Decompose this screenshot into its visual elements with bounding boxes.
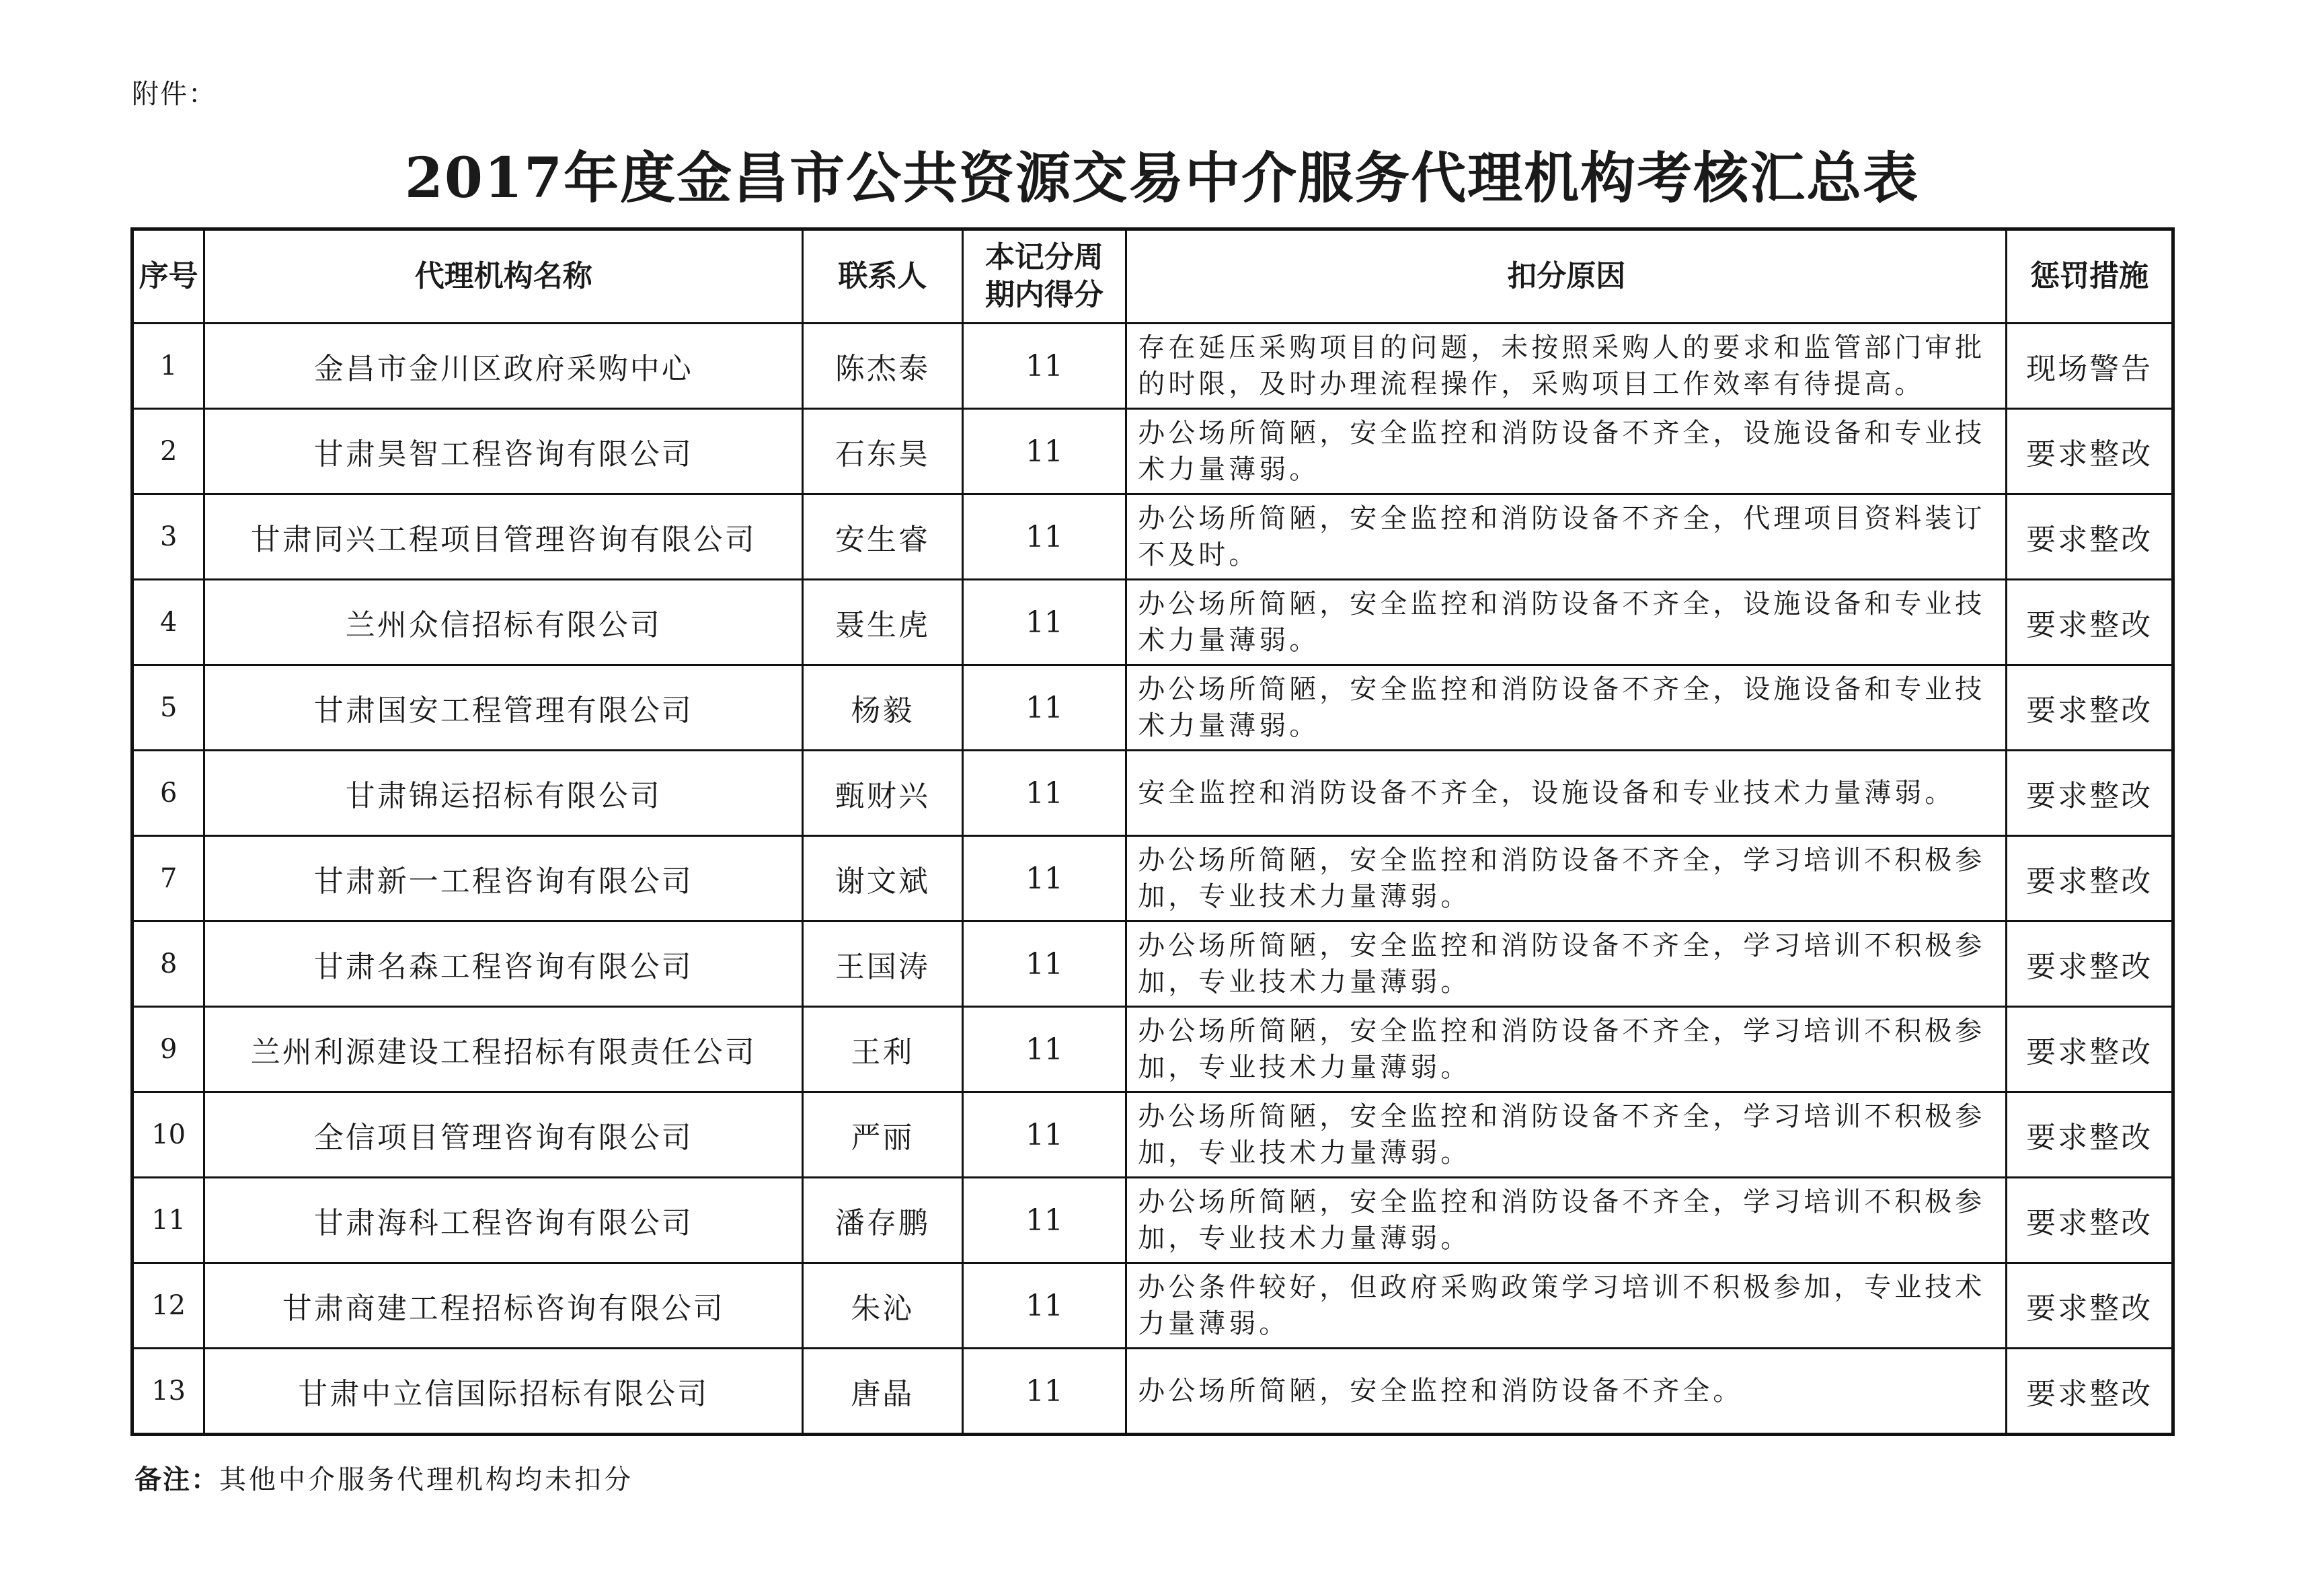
cell-agency-name: 甘肃名森工程咨询有限公司 bbox=[204, 921, 803, 1007]
header-reason: 扣分原因 bbox=[1126, 229, 2007, 324]
cell-agency-name: 兰州众信招标有限公司 bbox=[204, 580, 803, 665]
header-contact: 联系人 bbox=[803, 229, 962, 324]
cell-agency-name: 甘肃海科工程咨询有限公司 bbox=[204, 1178, 803, 1263]
cell-reason: 办公场所简陋，安全监控和消防设备不齐全，设施设备和专业技术力量薄弱。 bbox=[1126, 409, 2007, 494]
cell-score: 11 bbox=[962, 409, 1126, 494]
cell-contact: 陈杰泰 bbox=[803, 324, 962, 409]
cell-agency-name: 甘肃商建工程招标咨询有限公司 bbox=[204, 1263, 803, 1349]
cell-contact: 王国涛 bbox=[803, 921, 962, 1007]
cell-seq: 9 bbox=[132, 1007, 204, 1092]
cell-reason: 办公场所简陋，安全监控和消防设备不齐全，学习培训不积极参加，专业技术力量薄弱。 bbox=[1126, 1178, 2007, 1263]
cell-seq: 6 bbox=[132, 751, 204, 836]
page-title: 2017年度金昌市公共资源交易中介服务代理机构考核汇总表 bbox=[404, 146, 1920, 211]
cell-reason: 安全监控和消防设备不齐全，设施设备和专业技术力量薄弱。 bbox=[1126, 751, 2007, 836]
table-row bbox=[132, 921, 2173, 1007]
cell-seq: 3 bbox=[132, 494, 204, 580]
footnote-text: 其他中介服务代理机构均未扣分 bbox=[219, 1464, 633, 1495]
cell-penalty: 要求整改 bbox=[2007, 1092, 2173, 1178]
cell-score: 11 bbox=[962, 1263, 1126, 1349]
table-row bbox=[132, 324, 2173, 409]
cell-penalty: 要求整改 bbox=[2007, 836, 2173, 921]
cell-seq: 10 bbox=[132, 1092, 204, 1178]
cell-penalty: 要求整改 bbox=[2007, 665, 2173, 751]
cell-contact: 甄财兴 bbox=[803, 751, 962, 836]
cell-reason: 办公条件较好，但政府采购政策学习培训不积极参加，专业技术力量薄弱。 bbox=[1126, 1263, 2007, 1349]
header-penalty: 惩罚措施 bbox=[2007, 229, 2173, 324]
cell-seq: 7 bbox=[132, 836, 204, 921]
cell-agency-name: 兰州利源建设工程招标有限责任公司 bbox=[204, 1007, 803, 1092]
cell-penalty: 要求整改 bbox=[2007, 1007, 2173, 1092]
cell-seq: 12 bbox=[132, 1263, 204, 1349]
cell-agency-name: 甘肃锦运招标有限公司 bbox=[204, 751, 803, 836]
cell-contact: 唐晶 bbox=[803, 1349, 962, 1435]
cell-reason: 办公场所简陋，安全监控和消防设备不齐全，代理项目资料装订不及时。 bbox=[1126, 494, 2007, 580]
cell-seq: 4 bbox=[132, 580, 204, 665]
cell-penalty: 要求整改 bbox=[2007, 409, 2173, 494]
cell-score: 11 bbox=[962, 836, 1126, 921]
cell-score: 11 bbox=[962, 494, 1126, 580]
table-row bbox=[132, 409, 2173, 494]
cell-agency-name: 甘肃国安工程管理有限公司 bbox=[204, 665, 803, 751]
cell-reason: 办公场所简陋，安全监控和消防设备不齐全，学习培训不积极参加，专业技术力量薄弱。 bbox=[1126, 1007, 2007, 1092]
cell-contact: 安生睿 bbox=[803, 494, 962, 580]
header-score bbox=[962, 229, 1126, 324]
cell-score: 11 bbox=[962, 665, 1126, 751]
cell-contact: 杨毅 bbox=[803, 665, 962, 751]
cell-penalty: 要求整改 bbox=[2007, 1349, 2173, 1435]
cell-contact: 王利 bbox=[803, 1007, 962, 1092]
assessment-table bbox=[130, 227, 2175, 1436]
cell-seq: 5 bbox=[132, 665, 204, 751]
footnote-label: 备注： bbox=[134, 1464, 219, 1495]
cell-contact: 石东昊 bbox=[803, 409, 962, 494]
cell-score: 11 bbox=[962, 921, 1126, 1007]
cell-seq: 2 bbox=[132, 409, 204, 494]
header-seq: 序号 bbox=[132, 229, 204, 324]
cell-contact: 朱沁 bbox=[803, 1263, 962, 1349]
cell-penalty: 要求整改 bbox=[2007, 921, 2173, 1007]
table-row bbox=[132, 665, 2173, 751]
cell-seq: 1 bbox=[132, 324, 204, 409]
cell-penalty: 要求整改 bbox=[2007, 580, 2173, 665]
cell-penalty: 要求整改 bbox=[2007, 1263, 2173, 1349]
cell-agency-name: 甘肃中立信国际招标有限公司 bbox=[204, 1349, 803, 1435]
cell-reason: 办公场所简陋，安全监控和消防设备不齐全，学习培训不积极参加，专业技术力量薄弱。 bbox=[1126, 921, 2007, 1007]
cell-penalty: 要求整改 bbox=[2007, 751, 2173, 836]
cell-reason: 办公场所简陋，安全监控和消防设备不齐全，学习培训不积极参加，专业技术力量薄弱。 bbox=[1126, 836, 2007, 921]
cell-penalty: 要求整改 bbox=[2007, 494, 2173, 580]
cell-reason: 办公场所简陋，安全监控和消防设备不齐全，设施设备和专业技术力量薄弱。 bbox=[1126, 665, 2007, 751]
table-row bbox=[132, 1263, 2173, 1349]
attachment-label: 附件： bbox=[132, 79, 217, 110]
cell-score: 11 bbox=[962, 1092, 1126, 1178]
table-row bbox=[132, 580, 2173, 665]
cell-penalty: 要求整改 bbox=[2007, 1178, 2173, 1263]
cell-seq: 8 bbox=[132, 921, 204, 1007]
cell-reason: 办公场所简陋，安全监控和消防设备不齐全，学习培训不积极参加，专业技术力量薄弱。 bbox=[1126, 1092, 2007, 1178]
cell-penalty: 现场警告 bbox=[2007, 324, 2173, 409]
header-score-line2: 期内得分 bbox=[984, 278, 1103, 312]
cell-agency-name: 甘肃新一工程咨询有限公司 bbox=[204, 836, 803, 921]
header-name: 代理机构名称 bbox=[204, 229, 803, 324]
cell-reason: 办公场所简陋，安全监控和消防设备不齐全。 bbox=[1126, 1349, 2007, 1435]
header-score-line1: 本记分周 bbox=[984, 240, 1103, 274]
table-row bbox=[132, 836, 2173, 921]
cell-reason: 存在延压采购项目的问题，未按照采购人的要求和监管部门审批的时限，及时办理流程操作，采购项目工作效率有待提高。 bbox=[1126, 324, 2007, 409]
table-row bbox=[132, 751, 2173, 836]
cell-score: 11 bbox=[962, 1178, 1126, 1263]
table-body bbox=[132, 324, 2173, 1435]
footnote bbox=[134, 1458, 633, 1497]
cell-agency-name: 甘肃昊智工程咨询有限公司 bbox=[204, 409, 803, 494]
table-row bbox=[132, 1178, 2173, 1263]
cell-seq: 13 bbox=[132, 1349, 204, 1435]
table-row bbox=[132, 1349, 2173, 1435]
table-row bbox=[132, 1007, 2173, 1092]
cell-seq: 11 bbox=[132, 1178, 204, 1263]
cell-score: 11 bbox=[962, 580, 1126, 665]
cell-score: 11 bbox=[962, 751, 1126, 836]
cell-score: 11 bbox=[962, 324, 1126, 409]
cell-score: 11 bbox=[962, 1349, 1126, 1435]
table-row bbox=[132, 494, 2173, 580]
cell-contact: 潘存鹏 bbox=[803, 1178, 962, 1263]
cell-agency-name: 甘肃同兴工程项目管理咨询有限公司 bbox=[204, 494, 803, 580]
table-header-row bbox=[132, 229, 2173, 324]
cell-contact: 谢文斌 bbox=[803, 836, 962, 921]
table-row bbox=[132, 1092, 2173, 1178]
cell-contact: 严丽 bbox=[803, 1092, 962, 1178]
cell-score: 11 bbox=[962, 1007, 1126, 1092]
cell-contact: 聂生虎 bbox=[803, 580, 962, 665]
cell-agency-name: 全信项目管理咨询有限公司 bbox=[204, 1092, 803, 1178]
cell-reason: 办公场所简陋，安全监控和消防设备不齐全，设施设备和专业技术力量薄弱。 bbox=[1126, 580, 2007, 665]
cell-agency-name: 金昌市金川区政府采购中心 bbox=[204, 324, 803, 409]
